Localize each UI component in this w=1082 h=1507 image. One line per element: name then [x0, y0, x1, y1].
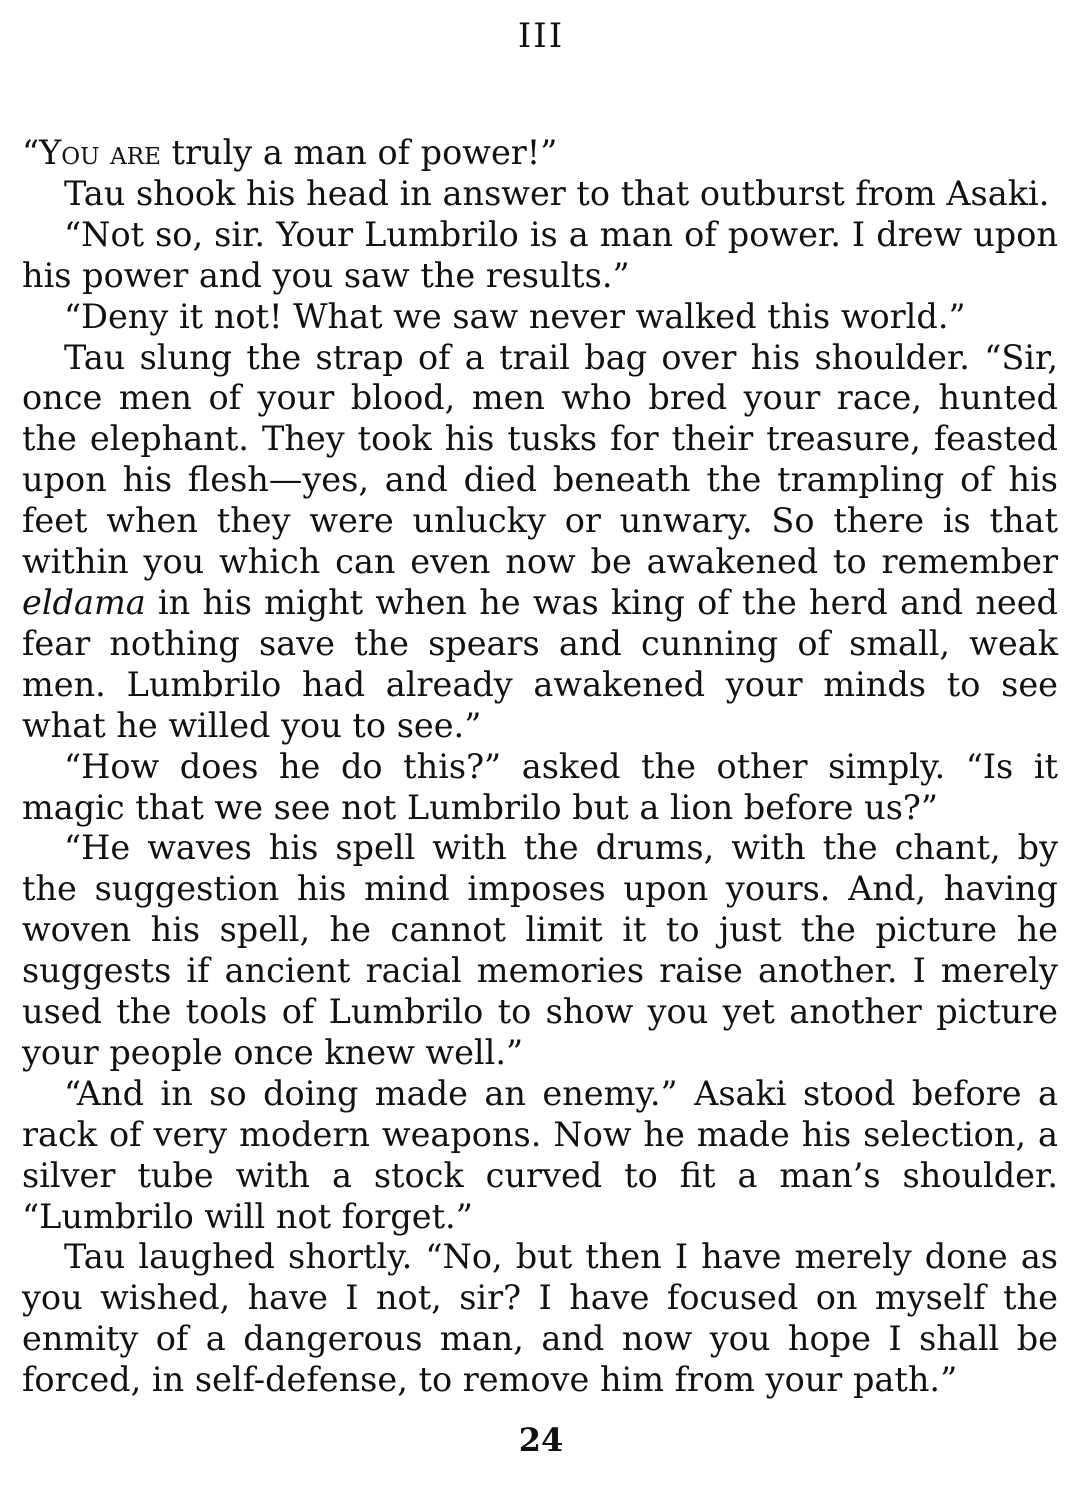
text-run: truly a man of power!”: [160, 133, 558, 172]
text-run: “: [22, 133, 40, 172]
text-run: Tau shook his head in answer to that outburst from Asaki.: [64, 173, 1050, 213]
text-run: in his might when he was king of the herd and need fear nothing save the spears and cunning of small, weak men. Lumbrilo had already awakened your minds to see what he willed you to see.”: [22, 582, 1058, 745]
smallcaps-text: You are: [39, 133, 161, 172]
text-run: “Not so, sir. Your Lumbrilo is a man of power. I drew upon his power and you saw the results.”: [22, 214, 1058, 295]
text-run: “He waves his spell with the drums, with the chant, by the suggestion his mind imposes upon yours. And, having woven his spell, he cannot limit it to just the picture he suggests if ancient racial memories raise another. I merely used the tools of Lumbrilo to show you yet another picture your people once knew well.”: [22, 828, 1058, 1072]
text-run: Tau slung the strap of a trail bag over his shoulder. “Sir, once men of your blood, men who bred your race, hunted the elephant. They took his tusks for their treasure, feasted upon his flesh—yes, and died beneath the trampling of his feet when they were unlucky or unwary. So there is that within you which can even now be awakened to remember: [22, 337, 1058, 582]
paragraph: [22, 133, 1058, 174]
text-run: “Deny it not! What we saw never walked this world.”: [64, 296, 966, 336]
page-number: 24: [518, 1421, 564, 1459]
paragraph: [22, 338, 1058, 747]
paragraph: [22, 174, 1058, 215]
chapter-heading: III: [517, 16, 565, 56]
paragraph: [22, 215, 1058, 297]
paragraph: [22, 828, 1058, 1073]
italic-text: eldama: [22, 582, 146, 622]
paragraph: [22, 1074, 1058, 1238]
text-run: “How does he do this?” asked the other simply. “Is it magic that we see not Lumbrilo but a lion before us?”: [22, 746, 1058, 827]
text-run: Tau laughed shortly. “No, but then I have merely done as you wished, have I not, sir? I have focused on myself the enmity of a dangerous man, and now you hope I shall be forced, in self-defense, to remove him from your path.”: [22, 1237, 1058, 1400]
paragraph: [22, 297, 1058, 338]
paragraph: [22, 747, 1058, 829]
body-text: [22, 133, 1058, 1401]
text-run: “And in so doing made an enemy.” Asaki stood before a rack of very modern weapons. Now he made his selection, a silver tube with a stock curved to fit a man’s shoulder. “Lumbrilo will not forget.”: [22, 1073, 1058, 1236]
paragraph: [22, 1237, 1058, 1401]
